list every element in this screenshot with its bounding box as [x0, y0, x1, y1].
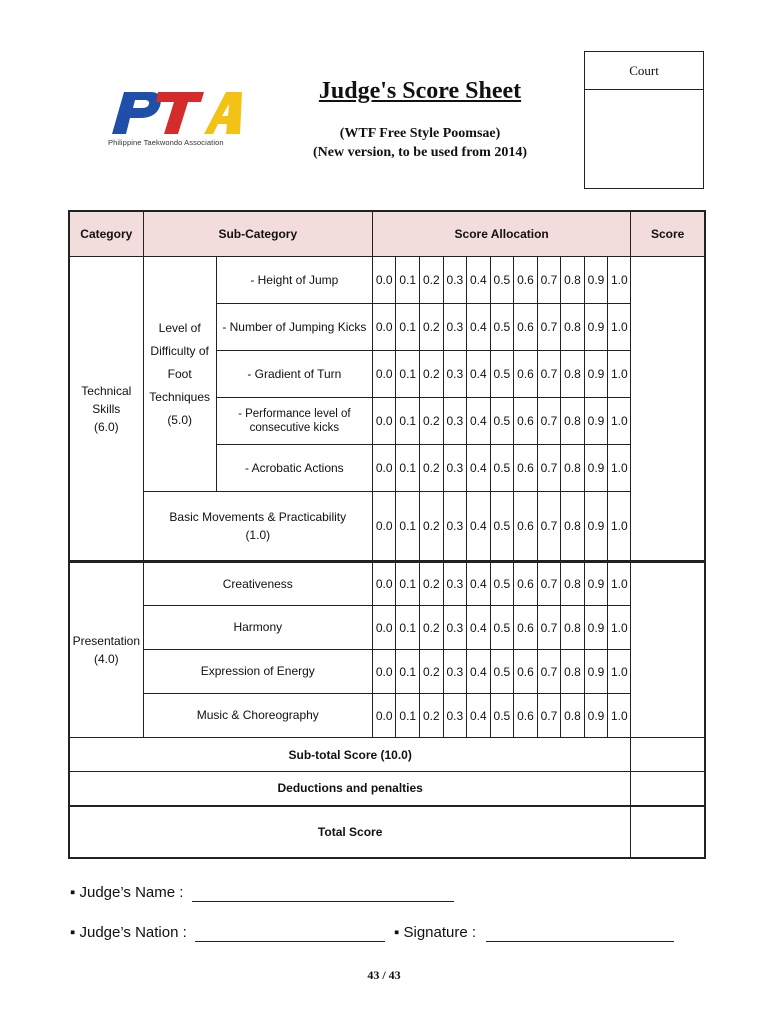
score-option[interactable]: 0.0: [372, 492, 396, 562]
score-option[interactable]: 0.9: [584, 650, 608, 694]
score-option[interactable]: 1.0: [608, 650, 631, 694]
table-row: [69, 492, 705, 562]
score-option[interactable]: 0.8: [561, 562, 585, 606]
score-option[interactable]: 0.2: [420, 445, 444, 492]
score-option[interactable]: 0.7: [537, 562, 561, 606]
score-option[interactable]: 0.0: [372, 257, 396, 304]
score-option[interactable]: 0.1: [396, 492, 420, 562]
score-option[interactable]: 0.5: [490, 304, 514, 351]
score-option[interactable]: 0.1: [396, 606, 420, 650]
score-option[interactable]: 0.4: [467, 606, 491, 650]
score-option[interactable]: 0.5: [490, 562, 514, 606]
score-option[interactable]: 0.0: [372, 351, 396, 398]
score-option[interactable]: 0.8: [561, 398, 585, 445]
table-row: [69, 606, 705, 650]
score-option[interactable]: 0.6: [514, 351, 538, 398]
score-option[interactable]: 0.4: [467, 650, 491, 694]
score-cell-presentation[interactable]: [631, 562, 705, 738]
score-option[interactable]: 1.0: [608, 304, 631, 351]
score-option[interactable]: 0.8: [561, 492, 585, 562]
group-label: Level of: [158, 320, 201, 335]
court-box: [584, 51, 704, 189]
score-option[interactable]: 0.8: [561, 445, 585, 492]
subtitle-line-2: (New version, to be used from 2014): [313, 145, 527, 160]
score-option[interactable]: 0.3: [443, 257, 467, 304]
category-weight: (6.0): [93, 419, 119, 434]
deductions-label: Deductions and penalties: [69, 772, 631, 806]
group-foot-techniques: [143, 257, 216, 492]
score-option[interactable]: 0.5: [490, 398, 514, 445]
sub-item-creativeness: Creativeness: [143, 562, 372, 606]
score-option[interactable]: 0.0: [372, 650, 396, 694]
score-option[interactable]: 0.8: [561, 650, 585, 694]
score-option[interactable]: 0.9: [584, 351, 608, 398]
score-option[interactable]: 0.5: [490, 650, 514, 694]
score-option[interactable]: 0.1: [396, 351, 420, 398]
score-option[interactable]: 0.1: [396, 445, 420, 492]
score-option[interactable]: 0.5: [490, 257, 514, 304]
score-option[interactable]: 0.2: [420, 492, 444, 562]
score-option[interactable]: 0.6: [514, 606, 538, 650]
score-option[interactable]: 0.4: [467, 562, 491, 606]
header-sub-category: Sub-Category: [143, 211, 372, 257]
score-option[interactable]: 0.6: [514, 694, 538, 738]
score-option[interactable]: 0.9: [584, 445, 608, 492]
subtotal-row: [69, 738, 705, 772]
score-option[interactable]: 0.3: [443, 562, 467, 606]
score-option[interactable]: 0.2: [420, 650, 444, 694]
sub-item-harmony: Harmony: [143, 606, 372, 650]
signature-label: ▪ Signature :: [394, 924, 477, 941]
score-option[interactable]: 0.6: [514, 492, 538, 562]
score-option[interactable]: 0.6: [514, 398, 538, 445]
score-option[interactable]: 0.2: [420, 257, 444, 304]
score-option[interactable]: 0.9: [584, 304, 608, 351]
sub-item-expression-of-energy: Expression of Energy: [143, 650, 372, 694]
score-option[interactable]: 0.0: [372, 606, 396, 650]
sub-item-height-of-jump: - Height of Jump: [216, 257, 372, 304]
sub-item-music-choreography: Music & Choreography: [143, 694, 372, 738]
score-option[interactable]: 0.1: [396, 650, 420, 694]
subtotal-score-cell[interactable]: [631, 738, 705, 772]
score-option[interactable]: 0.4: [467, 492, 491, 562]
score-option[interactable]: 0.7: [537, 351, 561, 398]
score-option[interactable]: 0.0: [372, 304, 396, 351]
score-option[interactable]: 0.8: [561, 606, 585, 650]
score-option[interactable]: 0.5: [490, 351, 514, 398]
score-option[interactable]: 0.4: [467, 257, 491, 304]
header-category: Category: [69, 211, 143, 257]
score-option[interactable]: 0.1: [396, 304, 420, 351]
header-score-allocation: Score Allocation: [372, 211, 630, 257]
score-option[interactable]: 1.0: [608, 257, 631, 304]
score-option[interactable]: 0.3: [443, 445, 467, 492]
score-option[interactable]: 0.3: [443, 398, 467, 445]
score-option[interactable]: 0.3: [443, 304, 467, 351]
group-weight: (5.0): [167, 412, 192, 427]
score-option[interactable]: 0.2: [420, 694, 444, 738]
page-subtitle: [260, 124, 580, 162]
sub-item-acrobatic-actions: - Acrobatic Actions: [216, 445, 372, 492]
score-option[interactable]: 0.0: [372, 694, 396, 738]
judge-name-field[interactable]: [192, 901, 454, 902]
table-header-row: [69, 211, 705, 257]
score-option[interactable]: 0.8: [561, 694, 585, 738]
category-technical-skills: [69, 257, 143, 562]
page-number: 43 / 43: [367, 968, 401, 982]
score-option[interactable]: 0.4: [467, 694, 491, 738]
logo-caption: Philippine Taekwondo Association: [108, 138, 224, 147]
score-option[interactable]: 0.2: [420, 304, 444, 351]
table-row: [69, 257, 705, 304]
total-score-cell[interactable]: [631, 806, 705, 858]
category-weight: (4.0): [93, 652, 119, 666]
group-label: Foot: [167, 366, 192, 381]
score-option[interactable]: 0.4: [467, 304, 491, 351]
subtitle-line-1: (WTF Free Style Poomsae): [339, 126, 501, 141]
score-option[interactable]: 0.2: [420, 606, 444, 650]
sub-item-label: Basic Movements & Practicability: [169, 510, 347, 524]
score-option[interactable]: 0.3: [443, 492, 467, 562]
sub-item-consecutive-kicks: - Performance level of consecutive kicks: [216, 398, 372, 445]
score-option[interactable]: 0.9: [584, 492, 608, 562]
deductions-score-cell[interactable]: [631, 772, 705, 806]
header-score: Score: [631, 211, 705, 257]
sub-item-weight: (1.0): [245, 528, 271, 542]
score-option[interactable]: 0.3: [443, 694, 467, 738]
score-option[interactable]: 0.7: [537, 492, 561, 562]
score-option[interactable]: 0.6: [514, 304, 538, 351]
score-option[interactable]: 0.1: [396, 694, 420, 738]
category-label: Technical: [81, 383, 132, 398]
table-row: [69, 694, 705, 738]
sub-item-number-of-jumping-kicks: - Number of Jumping Kicks: [216, 304, 372, 351]
score-option[interactable]: 0.9: [584, 398, 608, 445]
score-option[interactable]: 0.6: [514, 562, 538, 606]
score-table: [68, 210, 706, 859]
score-option[interactable]: 0.5: [490, 445, 514, 492]
score-option[interactable]: 0.2: [420, 351, 444, 398]
court-input-area[interactable]: [585, 90, 703, 188]
score-option[interactable]: 0.2: [420, 398, 444, 445]
score-option[interactable]: 0.8: [561, 351, 585, 398]
category-presentation: [69, 562, 143, 738]
score-option[interactable]: 1.0: [608, 606, 631, 650]
score-option[interactable]: 0.7: [537, 445, 561, 492]
score-option[interactable]: 0.7: [537, 650, 561, 694]
score-option[interactable]: 1.0: [608, 398, 631, 445]
score-option[interactable]: 0.3: [443, 606, 467, 650]
score-option[interactable]: 0.7: [537, 257, 561, 304]
score-option[interactable]: 0.0: [372, 445, 396, 492]
score-option[interactable]: 0.7: [537, 606, 561, 650]
judge-name-label: ▪ Judge’s Name :: [70, 884, 184, 901]
score-option[interactable]: 1.0: [608, 492, 631, 562]
score-option[interactable]: 0.3: [443, 650, 467, 694]
score-option[interactable]: 0.5: [490, 492, 514, 562]
score-option[interactable]: 0.8: [561, 257, 585, 304]
score-option[interactable]: 1.0: [608, 445, 631, 492]
score-option[interactable]: 0.9: [584, 606, 608, 650]
score-option[interactable]: 0.1: [396, 398, 420, 445]
score-option[interactable]: 0.9: [584, 257, 608, 304]
group-label: Difficulty of: [150, 343, 209, 358]
score-option[interactable]: 0.6: [514, 650, 538, 694]
score-option[interactable]: 0.7: [537, 694, 561, 738]
score-option[interactable]: 0.7: [537, 304, 561, 351]
category-label: Presentation: [72, 634, 140, 648]
sub-item-basic-movements: [143, 492, 372, 562]
total-score-label: Total Score: [69, 806, 631, 858]
judge-nation-field[interactable]: [195, 941, 385, 942]
pta-logo-icon: [108, 86, 248, 138]
table-row: [69, 562, 705, 606]
score-option[interactable]: 0.4: [467, 445, 491, 492]
score-option[interactable]: 0.6: [514, 445, 538, 492]
score-option[interactable]: 0.9: [584, 562, 608, 606]
table-row: [69, 650, 705, 694]
score-option[interactable]: 0.7: [537, 398, 561, 445]
score-option[interactable]: 0.5: [490, 694, 514, 738]
page-title: Judge's Score Sheet: [318, 78, 522, 104]
score-option[interactable]: 0.5: [490, 606, 514, 650]
score-option[interactable]: 1.0: [608, 562, 631, 606]
judge-nation-label: ▪ Judge’s Nation :: [70, 924, 187, 941]
score-option[interactable]: 0.0: [372, 562, 396, 606]
score-option[interactable]: 0.2: [420, 562, 444, 606]
score-cell-technical[interactable]: [631, 257, 705, 562]
signature-field[interactable]: [486, 941, 674, 942]
score-option[interactable]: 0.1: [396, 257, 420, 304]
score-option[interactable]: 1.0: [608, 694, 631, 738]
score-option[interactable]: 0.0: [372, 398, 396, 445]
subtotal-label: Sub-total Score (10.0): [69, 738, 631, 772]
sub-item-gradient-of-turn: - Gradient of Turn: [216, 351, 372, 398]
total-row: [69, 806, 705, 858]
pta-logo: [108, 86, 248, 156]
score-option[interactable]: 0.8: [561, 304, 585, 351]
score-option[interactable]: 0.4: [467, 351, 491, 398]
score-option[interactable]: 0.1: [396, 562, 420, 606]
score-option[interactable]: 0.4: [467, 398, 491, 445]
deductions-row: [69, 772, 705, 806]
score-option[interactable]: 1.0: [608, 351, 631, 398]
score-option[interactable]: 0.9: [584, 694, 608, 738]
score-option[interactable]: 0.6: [514, 257, 538, 304]
score-option[interactable]: 0.3: [443, 351, 467, 398]
court-label: Court: [585, 52, 703, 90]
group-label: Techniques: [149, 389, 211, 404]
category-label: Skills: [92, 401, 121, 416]
